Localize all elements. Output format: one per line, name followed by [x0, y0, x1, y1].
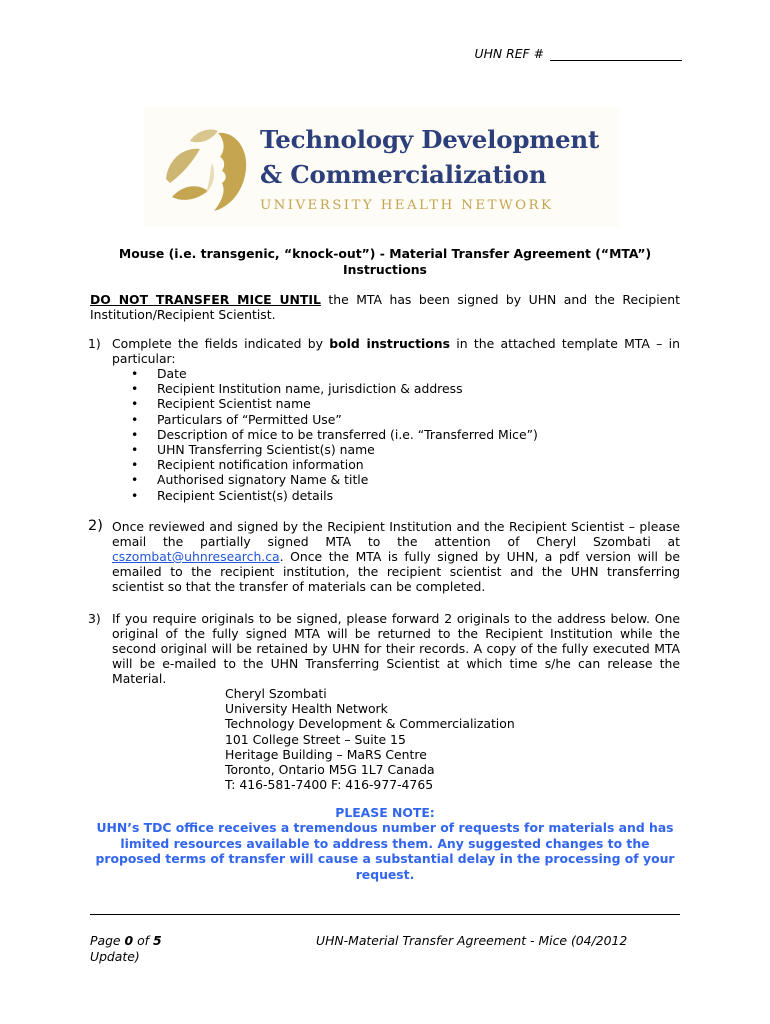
list-item: • Date: [131, 366, 538, 381]
tdc-logo: [144, 107, 620, 227]
email-link[interactable]: cszombat@uhnresearch.ca: [112, 549, 280, 564]
address-line: University Health Network: [225, 701, 388, 717]
step-2-text-after: . Once the MTA is fully signed by UHN, a pdf version will be emailed to the recipient institution, the recipient scientist and the UHN transferring scientist so that the transfer of materials can be completed.: [112, 549, 680, 594]
footer-divider: [90, 914, 680, 915]
intro-emphasis: DO NOT TRANSFER MICE UNTIL: [90, 292, 321, 307]
address-line: Technology Development & Commercialization: [225, 716, 515, 732]
list-item: • Recipient notification information: [131, 457, 538, 472]
note-heading: PLEASE NOTE:: [335, 805, 435, 820]
title-line-1: Mouse (i.e. transgenic, “knock-out”) - Material Transfer Agreement (“MTA”): [118, 246, 652, 261]
page-prefix: Page: [90, 933, 125, 948]
logo-line-2: & Commercialization: [260, 160, 547, 189]
list-item: • Authorised signatory Name & title: [131, 472, 538, 487]
list-item: • Recipient Scientist name: [131, 396, 538, 411]
step-2-text-before: Once reviewed and signed by the Recipient Institution and the Recipient Scientist – please email the partially signed MTA to the attention of Cheryl Szombati at: [112, 519, 680, 549]
please-note: [90, 805, 680, 882]
address-line: Cheryl Szombati: [225, 686, 327, 701]
leaf-face-logo-icon: [156, 119, 260, 219]
footer-doc-title: UHN-Material Transfer Agreement - Mice (04/2012: [316, 933, 628, 948]
logo-line-3: UNIVERSITY HEALTH NETWORK: [260, 198, 554, 213]
list-item: • UHN Transferring Scientist(s) name: [131, 442, 538, 457]
address-line: Toronto, Ontario M5G 1L7 Canada: [225, 762, 435, 778]
note-body: UHN’s TDC office receives a tremendous number of requests for materials and has limited resources available to address them. Any suggested changes to the proposed terms of transfer will cause a substantial delay in the processing of your request.: [95, 820, 675, 882]
step-3-number: 3): [88, 611, 101, 626]
step-1-text-after: in the attached template MTA – in particular:: [112, 336, 680, 366]
address-line: T: 416-581-7400 F: 416-977-4765: [225, 777, 434, 793]
list-item: • Recipient Scientist(s) details: [131, 488, 538, 503]
page-number: 0: [124, 933, 134, 948]
step-3: [90, 611, 680, 686]
list-item: • Description of mice to be transferred (i.e. “Transferred Mice”): [131, 427, 538, 442]
uhn-ref-field: [475, 46, 682, 61]
address-line: Heritage Building – MaRS Centre: [225, 746, 427, 762]
required-fields-list: [131, 366, 538, 503]
footer-continuation: Update): [90, 949, 140, 964]
title-line-2: Instructions: [343, 262, 427, 277]
intro-paragraph: [90, 292, 680, 322]
page-indicator: [90, 933, 162, 965]
document-title: [0, 246, 770, 278]
step-1: [90, 336, 680, 366]
step-3-text: If you require originals to be signed, please forward 2 originals to the address below. One original of the fully signed MTA will be returned to the Recipient Institution while the second original will be retained by UHN for their records. A copy of the fully executed MTA will be e-mailed to the UHN Transferring Scientist at which time s/he can release the Material.: [112, 611, 680, 686]
step-1-number: 1): [88, 336, 101, 351]
uhn-ref-label: UHN REF #: [474, 46, 544, 61]
step-2-number: 2): [88, 518, 103, 534]
intro-rest: the MTA has been signed by UHN and the Recipient Institution/Recipient Scientist.: [90, 292, 680, 322]
logo-line-1: Technology Development: [260, 125, 600, 154]
address-line: 101 College Street – Suite 15: [225, 731, 406, 747]
step-1-bold: bold instructions: [329, 336, 450, 351]
list-item: • Particulars of “Permitted Use”: [131, 412, 538, 427]
page-total: 5: [152, 933, 162, 948]
list-item: • Recipient Institution name, jurisdiction & address: [131, 381, 538, 396]
step-2: [90, 519, 680, 594]
page-of: of: [133, 933, 153, 948]
mailing-address: [225, 686, 515, 792]
uhn-ref-blank: [550, 46, 682, 61]
step-1-text-before: Complete the fields indicated by: [112, 336, 330, 351]
